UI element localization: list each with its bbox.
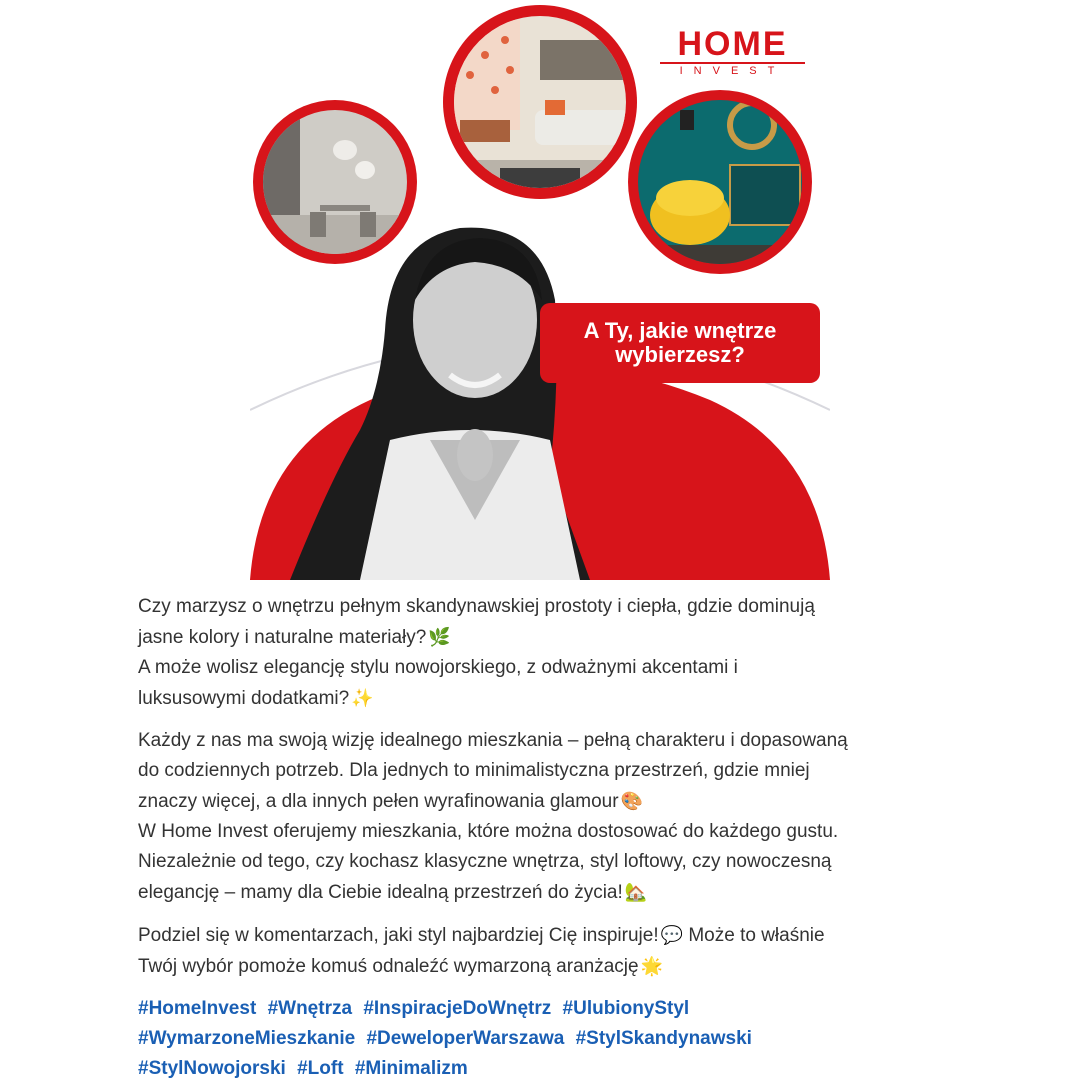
caption-text: luksusowymi dodatkami? <box>138 688 350 709</box>
hashtag-link[interactable]: #InspiracjeDoWnętrz <box>363 998 552 1019</box>
caption-text: Podziel się w komentarzach, jaki styl najbardziej Cię inspiruje! <box>138 925 659 946</box>
speech-bubble-emoji-icon: 💬 <box>660 925 684 945</box>
caption-line <box>138 920 978 951</box>
woman-figure <box>290 228 590 580</box>
interior-photo-glamour <box>628 90 812 285</box>
hashtag-link[interactable]: #Loft <box>297 1058 344 1079</box>
hashtag-link[interactable]: #UlubionyStyl <box>562 998 690 1019</box>
logo-wordmark <box>660 26 805 80</box>
caption-text: elegancję – mamy dla Ciebie idealną przestrzeń do życia! <box>138 882 623 903</box>
caption-line: Niezależnie od tego, czy kochasz klasyczne wnętrza, styl loftowy, czy nowoczesną <box>138 851 832 872</box>
caption-line <box>138 786 978 817</box>
interior-photo-newyork <box>440 0 640 200</box>
hashtag-link[interactable]: #StylNowojorski <box>138 1058 286 1079</box>
hashtag-link[interactable]: #HomeInvest <box>138 998 257 1019</box>
caption-line: A może wolisz elegancję stylu nowojorskiego, z odważnymi akcentami i <box>138 657 738 678</box>
cta-line-1: A Ty, jakie wnętrze <box>583 318 777 343</box>
cta-line-2: wybierzesz? <box>615 342 745 367</box>
caption-text: Twój wybór pomoże komuś odnaleźć wymarzoną aranżację <box>138 956 639 977</box>
post-graphic <box>250 0 830 580</box>
caption-line <box>138 622 978 653</box>
caption-text: Może to właśnie <box>683 925 825 946</box>
caption-line: do codziennych potrzeb. Dla jednych to minimalistyczna przestrzeń, gdzie mniej <box>138 760 810 781</box>
caption-line <box>138 683 978 714</box>
caption-line: Każdy z nas ma swoją wizję idealnego mieszkania – pełną charakteru i dopasowaną <box>138 730 848 751</box>
caption-text: jasne kolory i naturalne materiały? <box>138 627 427 648</box>
logo-word: HOME <box>677 25 788 63</box>
caption-line: W Home Invest oferujemy mieszkania, które można dostosować do każdego gustu. <box>138 821 839 842</box>
logo-sub: INVEST <box>660 62 805 78</box>
interior-photo-scandinavian <box>250 100 430 275</box>
post-caption <box>138 592 978 1084</box>
caption-line <box>138 877 978 908</box>
caption-text: znaczy więcej, a dla innych pełen wyrafinowania glamour <box>138 791 619 812</box>
caption-paragraph-1 <box>138 592 978 714</box>
sparkles-emoji-icon: ✨ <box>351 688 374 708</box>
hashtag-link[interactable]: #WymarzoneMieszkanie <box>138 1028 356 1049</box>
post-image <box>250 0 830 580</box>
hashtag-link[interactable]: #Minimalizm <box>354 1058 468 1079</box>
star-emoji-icon: 🌟 <box>640 956 663 976</box>
hashtag-link[interactable]: #DeweloperWarszawa <box>366 1028 565 1049</box>
palette-emoji-icon: 🎨 <box>620 791 643 811</box>
caption-paragraph-2 <box>138 726 978 908</box>
house-emoji-icon: 🏡 <box>624 882 648 902</box>
hashtag-list <box>138 994 978 1084</box>
caption-line <box>138 951 978 982</box>
caption-paragraph-3 <box>138 920 978 982</box>
caption-line: Czy marzysz o wnętrzu pełnym skandynawskiej prostoty i ciepła, gdzie dominują <box>138 596 815 617</box>
hashtag-link[interactable]: #Wnętrza <box>267 998 353 1019</box>
herb-emoji-icon: 🌿 <box>428 627 451 647</box>
hashtag-link[interactable]: #StylSkandynawski <box>575 1028 752 1049</box>
cta-box <box>540 303 820 383</box>
